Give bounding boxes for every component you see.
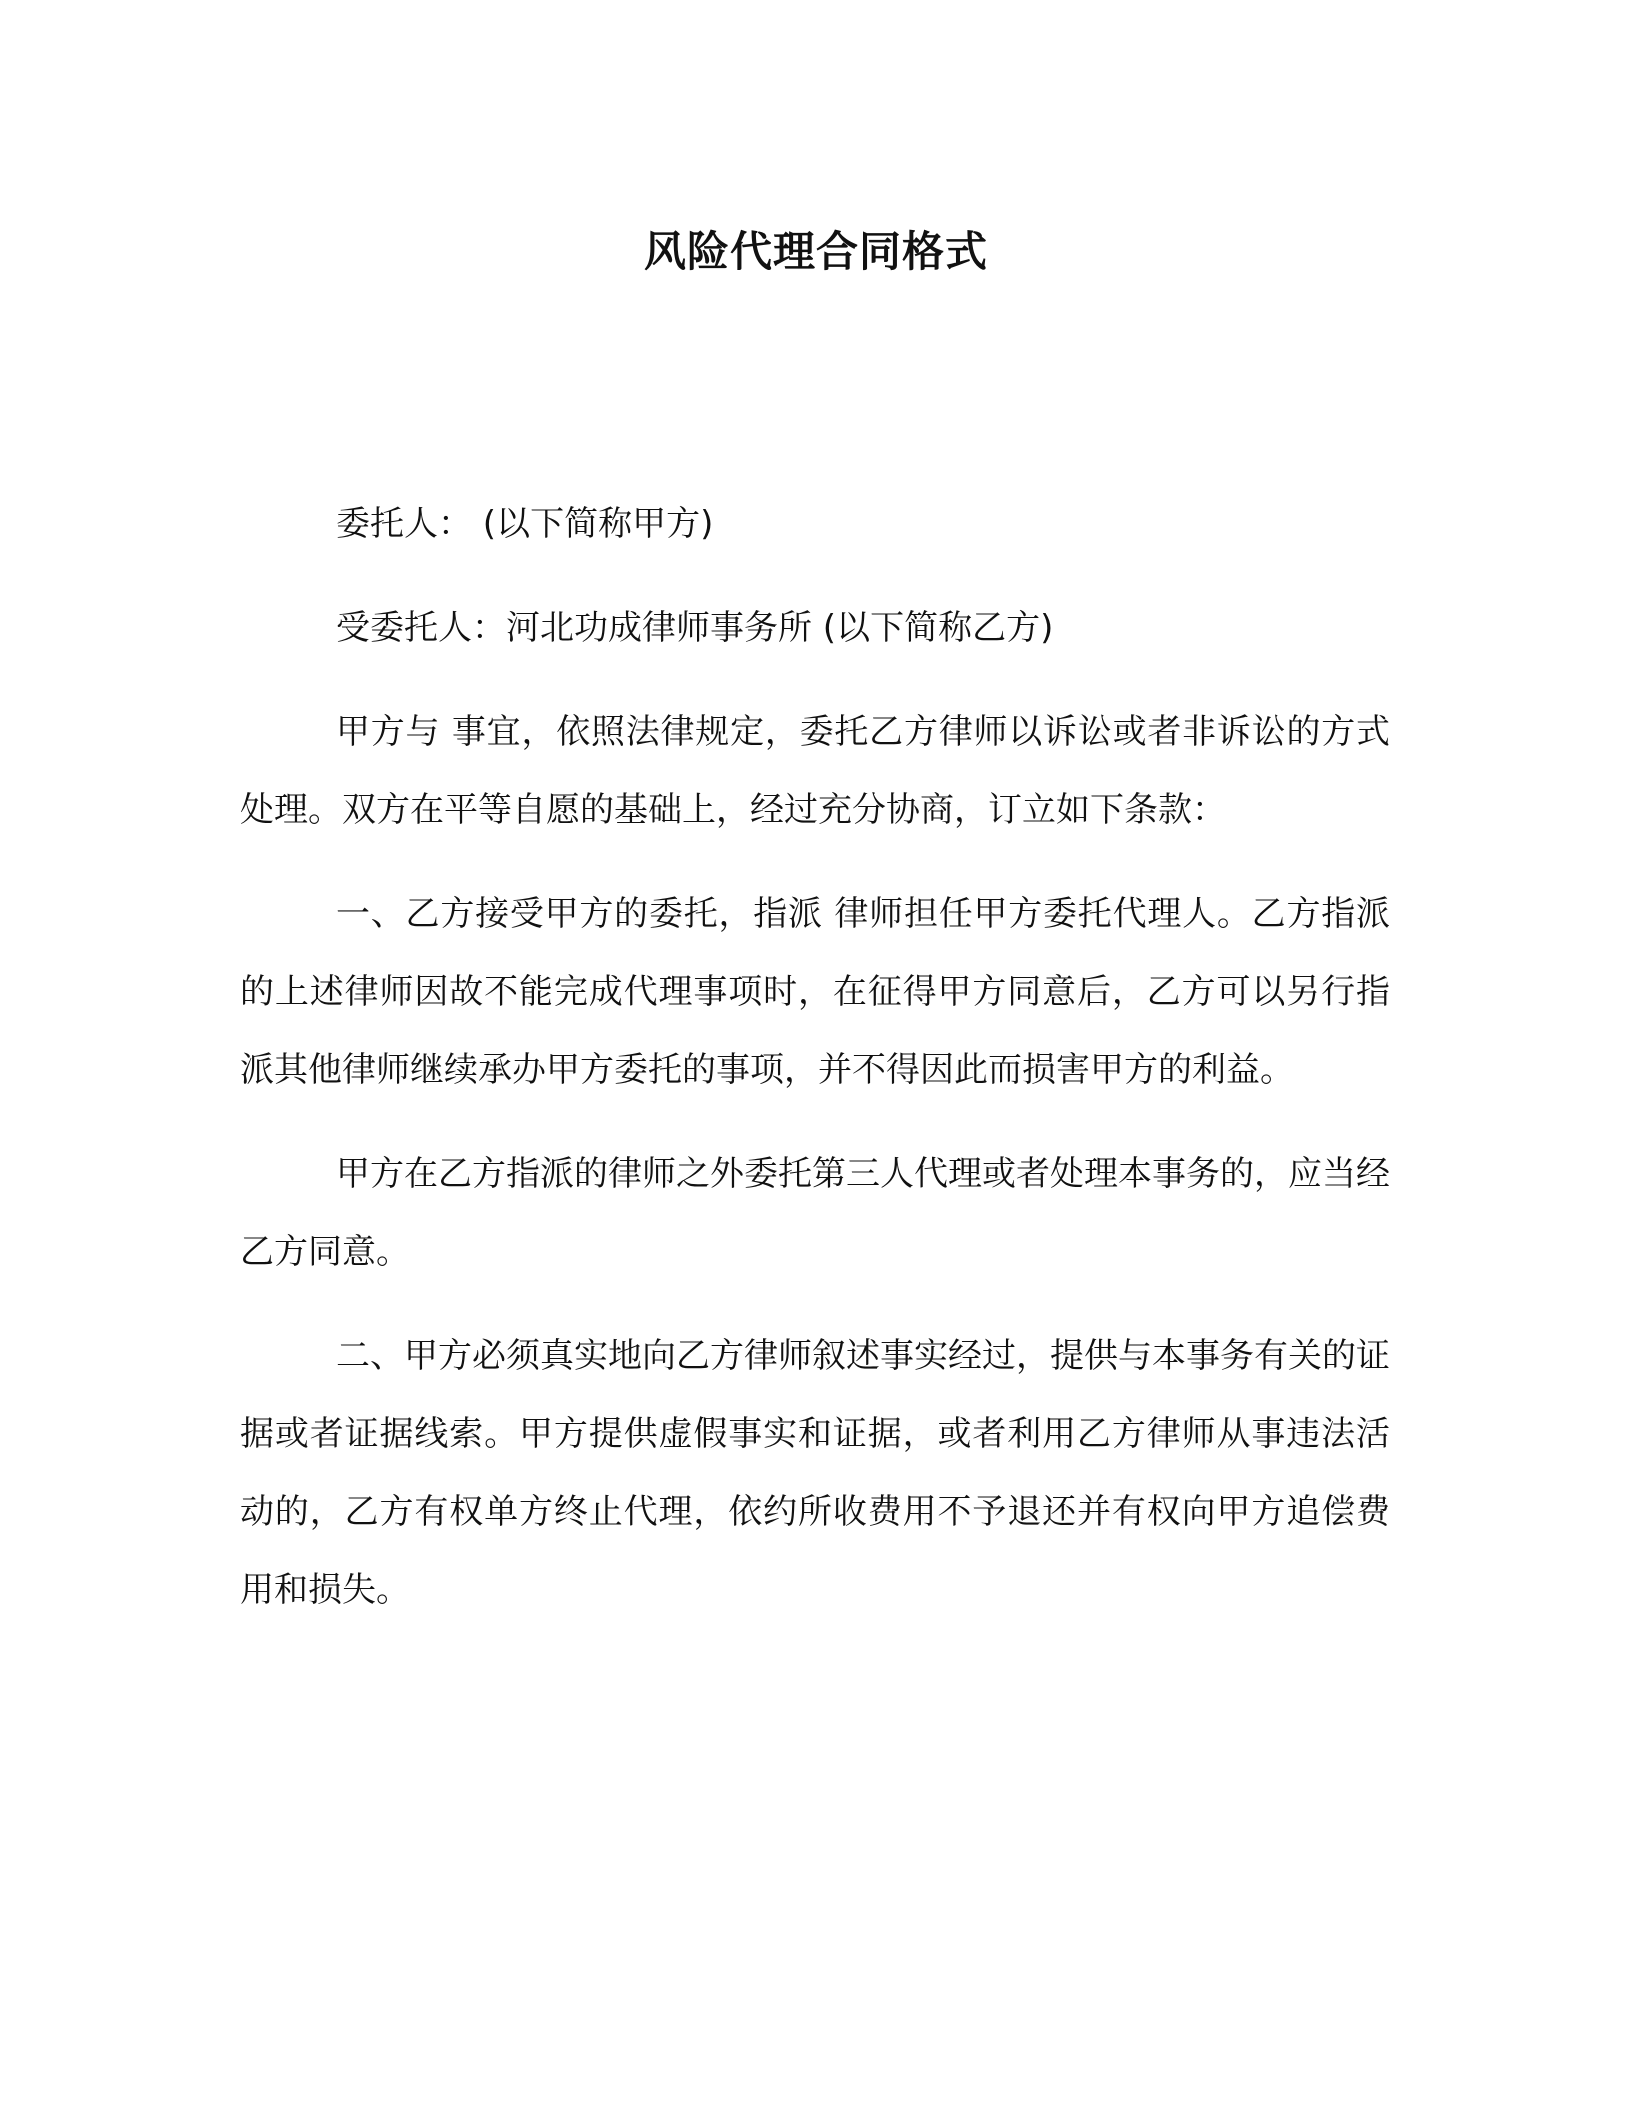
clause-2-paragraph: 二、甲方必须真实地向乙方律师叙述事实经过，提供与本事务有关的证据或者证据线索。甲方提供虚假事实和证据，或者利用乙方律师从事违法活动的，乙方有权单方终止代理，依约所收费用不予退还并有权向甲方追偿费用和损失。 (240, 1336, 1390, 1610)
clause-1-paragraph: 一、乙方接受甲方的委托，指派 律师担任甲方委托代理人。乙方指派的上述律师因故不能完成代理事项时，在征得甲方同意后，乙方可以另行指派其他律师继续承办甲方委托的事项，并不得因此而损害甲方的利益。 (240, 894, 1390, 1090)
agent-line: 受委托人：河北功成律师事务所 (以下简称乙方) (336, 608, 1054, 648)
document-title: 风险代理合同格式 (643, 227, 988, 276)
clause-1-supplement-paragraph: 甲方在乙方指派的律师之外委托第三人代理或者处理本事务的，应当经乙方同意。 (240, 1154, 1390, 1272)
document-body (240, 485, 1390, 1655)
intro-paragraph: 甲方与 事宜，依照法律规定，委托乙方律师以诉讼或者非诉讼的方式处理。双方在平等自愿的基础上，经过充分协商，订立如下条款： (240, 712, 1390, 830)
client-line: 委托人： (以下简称甲方) (336, 504, 714, 544)
